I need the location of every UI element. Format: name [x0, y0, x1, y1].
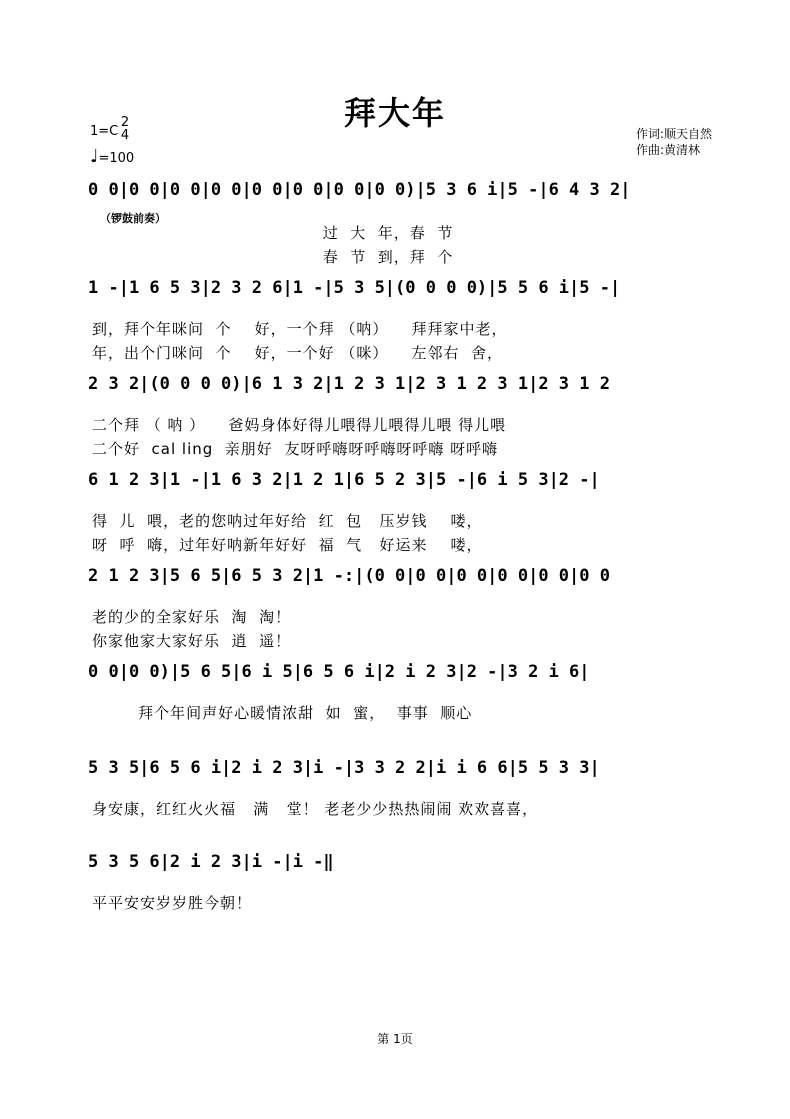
composer: 作曲:黄清林	[636, 143, 701, 157]
staff-4-notes: 6 1 2 3|1 -|1 6 3 2|1 2 1|6 5 2 3|5 -|6 i 5 3|2 -|	[88, 470, 600, 490]
intro-label: （锣鼓前奏）	[100, 212, 166, 225]
staff-1-notes: 0 0|0 0|0 0|0 0|0 0|0 0|0 0|0 0)|5 3 6 i|5 -|6 4 3 2|	[88, 180, 631, 200]
tempo-value: =100	[98, 151, 135, 166]
page-number: 第 1页	[377, 1032, 413, 1046]
staff-8-notes: 5 3 5 6|2 i 2 3|i -|i -‖	[88, 852, 334, 872]
staff-2-lyrics-1: 到，拜个年咪问 个 好，一个拜 （呐） 拜拜家中老，	[92, 320, 508, 338]
staff-4-lyrics-1: 得 儿 喂，老的您呐过年好给 红 包 压岁钱 喽，	[92, 512, 483, 530]
staff-1-lyrics-2: 春 节 到，拜 个	[92, 248, 454, 266]
staff-2-lyrics-2: 年，出个门咪问 个 好，一个好 （咪） 左邻右 舍，	[92, 344, 503, 362]
staff-7-notes: 5 3 5|6 5 6 i|2 i 2 3|i -|3 3 2 2|i i 6 6|5 5 3 3|	[88, 758, 600, 778]
staff-1-lyrics-1: 过 大 年，春 节	[92, 224, 454, 242]
staff-2-notes: 1 -|1 6 5 3|2 3 2 6|1 -|5 3 5|(0 0 0 0)|5 5 6 i|5 -|	[88, 278, 621, 298]
key-signature: 1=C	[90, 124, 119, 139]
tempo-marking	[90, 146, 134, 167]
time-signature-top: 2	[120, 115, 130, 130]
staff-3-lyrics-2: 二个好 cal ling 亲朋好 友呀呼嗨呀呼嗨呀呼嗨 呀呼嗨	[92, 440, 499, 458]
staff-5-lyrics-2: 你家他家大家好乐 逍 遥！	[92, 632, 292, 650]
staff-6-lyrics-1: 拜个年间声好心暖情浓甜 如 蜜， 事事 顺心	[92, 704, 473, 722]
staff-4-lyrics-2: 呀 呼 嗨，过年好呐新年好好 福 气 好运来 喽，	[92, 536, 483, 554]
time-signature-bottom: 4	[120, 128, 130, 143]
lyricist: 作词:顺天自然	[636, 127, 713, 141]
staff-3-lyrics-1: 二个拜 （ 呐 ） 爸妈身体好得儿喂得儿喂得儿喂 得儿喂	[92, 416, 507, 434]
song-title: 拜大年	[343, 94, 446, 132]
staff-5-notes: 2 1 2 3|5 6 5|6 5 3 2|1 -:|(0 0|0 0|0 0|0 0|0 0|0 0	[88, 566, 610, 586]
staff-8-lyrics-1: 平平安安岁岁胜今朝！	[92, 894, 253, 912]
staff-7-lyrics-1: 身安康，红红火火福 满 堂！ 老老少少热热闹闹 欢欢喜喜，	[92, 800, 539, 818]
staff-6-notes: 0 0|0 0)|5 6 5|6 i 5|6 5 6 i|2 i 2 3|2 -|3 2 i 6|	[88, 662, 590, 682]
staff-5-lyrics-1: 老的少的全家好乐 淘 淘！	[92, 608, 292, 626]
quarter-note-icon: ♩	[90, 146, 99, 167]
credits	[636, 126, 712, 158]
staff-3-notes: 2 3 2|(0 0 0 0)|6 1 3 2|1 2 3 1|2 3 1 2 3 1|2 3 1 2	[88, 374, 610, 394]
time-signature	[118, 116, 132, 142]
